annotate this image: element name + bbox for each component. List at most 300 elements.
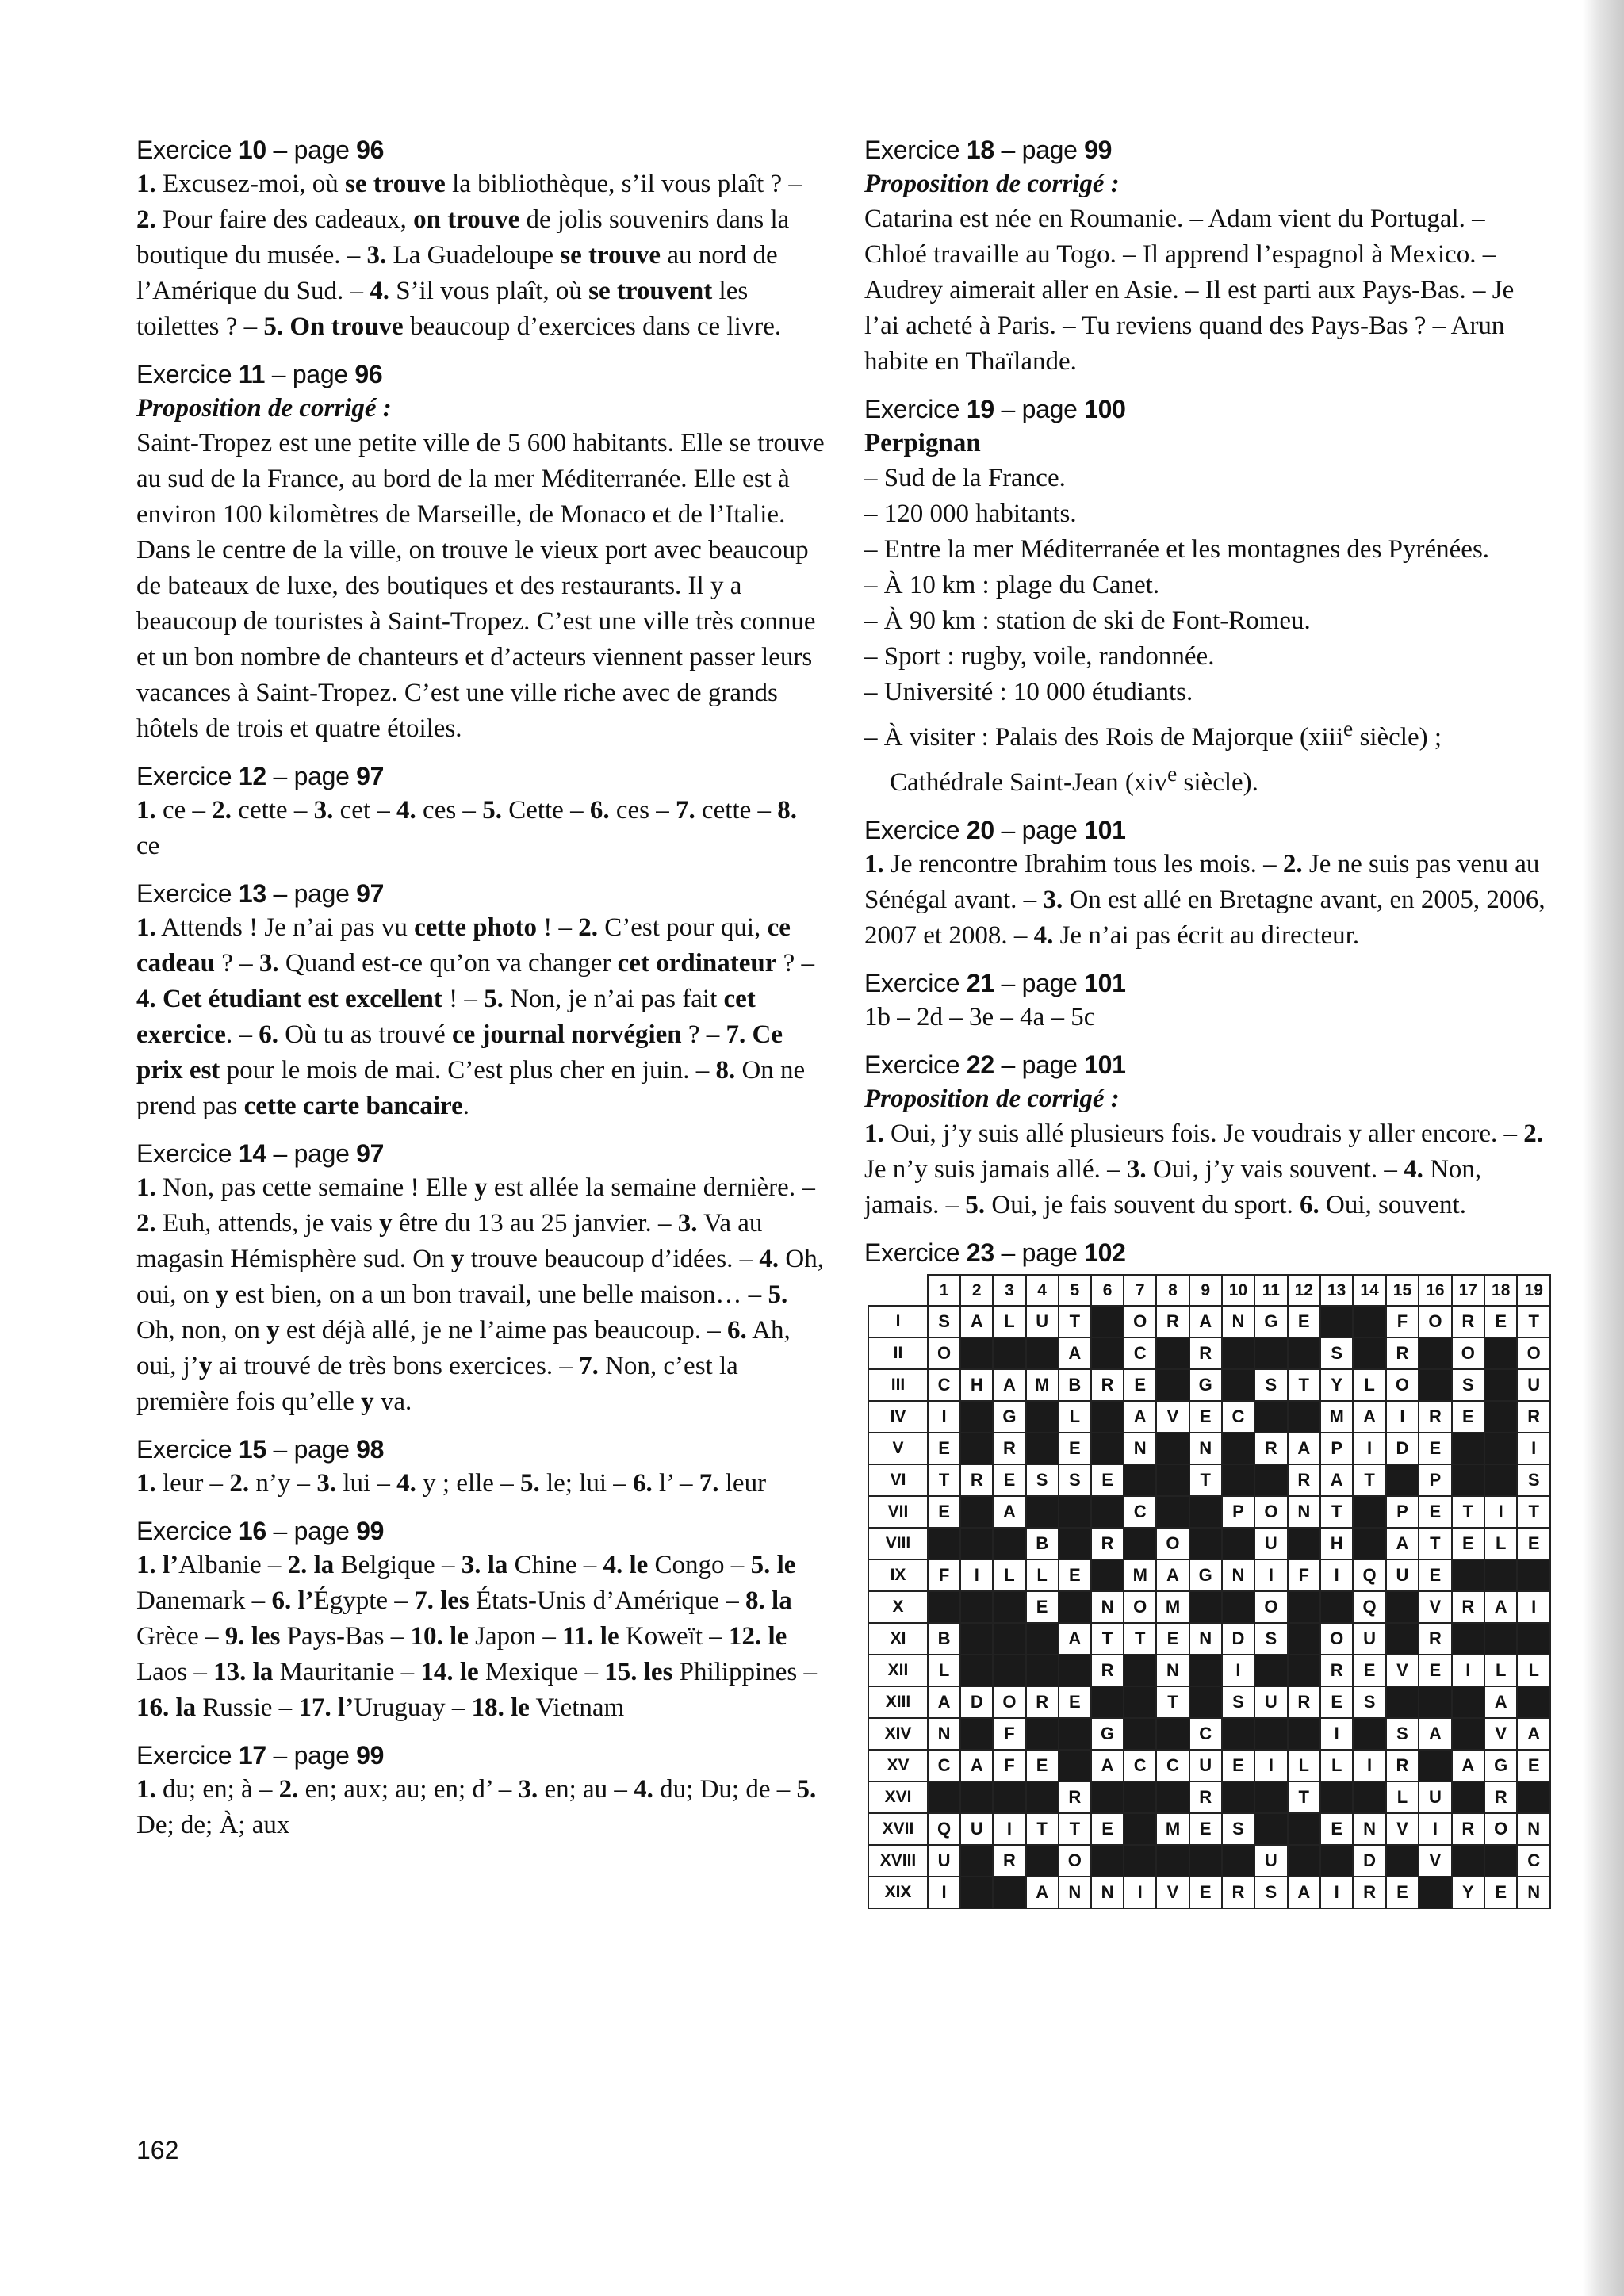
bold-text: on trouve	[413, 205, 520, 234]
letter-cell: A	[960, 1306, 993, 1337]
crossword-row	[868, 1337, 1550, 1369]
exercise-label: Exercice	[136, 1139, 232, 1168]
black-cell	[1059, 1528, 1091, 1559]
black-cell	[1124, 1813, 1156, 1845]
black-cell	[1091, 1401, 1124, 1433]
text-run: Je n’ai pas écrit au directeur.	[1053, 921, 1360, 950]
letter-cell: A	[1484, 1591, 1517, 1623]
letter-cell: R	[1517, 1401, 1550, 1433]
black-cell	[1517, 1781, 1550, 1813]
proposition-heading: Proposition de corrigé :	[864, 1085, 1120, 1113]
letter-cell: A	[1288, 1877, 1320, 1908]
crossword-row	[868, 1433, 1550, 1464]
text-run: Oui, j’y vais souvent. –	[1146, 1155, 1404, 1184]
letter-cell: O	[1517, 1337, 1550, 1369]
list-item: – À 10 km : plage du Canet.	[864, 571, 1160, 599]
letter-cell: G	[1189, 1559, 1222, 1591]
list-item: – Sport : rugby, voile, randonnée.	[864, 642, 1215, 671]
letter-cell: M	[1320, 1401, 1353, 1433]
letter-cell: E	[1091, 1813, 1124, 1845]
text-run: Oui, j’y suis allé plusieurs fois. Je voudrais y aller encore. –	[883, 1119, 1524, 1148]
black-cell	[993, 1877, 1025, 1908]
black-cell	[1254, 1781, 1287, 1813]
text-run: Excusez-moi, où	[155, 170, 346, 198]
letter-cell: I	[928, 1877, 960, 1908]
text-run: Non, jamais. –	[864, 1155, 1482, 1219]
black-cell	[1026, 1655, 1059, 1686]
black-cell	[1222, 1845, 1254, 1877]
letter-cell: L	[1484, 1655, 1517, 1686]
black-cell	[993, 1591, 1025, 1623]
list-item: – À 90 km : station de ski de Font-Romeu.	[864, 607, 1311, 635]
column-number: 4	[1026, 1275, 1059, 1306]
letter-cell: T	[1353, 1464, 1385, 1496]
column-number: 8	[1156, 1275, 1189, 1306]
text-run: Koweït –	[619, 1622, 730, 1651]
black-cell	[1222, 1781, 1254, 1813]
column-number: 7	[1124, 1275, 1156, 1306]
letter-cell: I	[1386, 1401, 1419, 1433]
letter-cell: G	[1091, 1718, 1124, 1750]
answer-text	[136, 910, 826, 1124]
exercise-label: Exercice	[864, 1050, 960, 1079]
bold-text: 3.	[313, 796, 334, 825]
exercise-16	[136, 1514, 826, 1726]
letter-cell: N	[1189, 1433, 1222, 1464]
answer-text	[136, 166, 826, 345]
heading-separator: – page	[266, 136, 357, 164]
bold-text: 4.	[1404, 1155, 1423, 1184]
letter-cell: A	[1059, 1623, 1091, 1655]
column-number: 12	[1288, 1275, 1320, 1306]
bold-text: 14. le	[420, 1658, 479, 1686]
letter-cell: R	[1452, 1813, 1484, 1845]
letter-cell: B	[928, 1623, 960, 1655]
bold-text: cet ordinateur	[617, 949, 777, 978]
letter-cell: F	[1288, 1559, 1320, 1591]
letter-cell: A	[1484, 1686, 1517, 1718]
black-cell	[1222, 1464, 1254, 1496]
page-reference: 97	[356, 879, 385, 908]
letter-cell: A	[1288, 1433, 1320, 1464]
letter-cell: A	[1517, 1718, 1550, 1750]
letter-cell: A	[1189, 1306, 1222, 1337]
bold-text: 5.	[796, 1775, 817, 1804]
text-run: ? –	[215, 949, 259, 978]
column-number: 17	[1452, 1275, 1484, 1306]
letter-cell: B	[1026, 1528, 1059, 1559]
letter-cell: R	[1189, 1337, 1222, 1369]
exercise-label: Exercice	[136, 1517, 232, 1545]
black-cell	[1452, 1686, 1484, 1718]
black-cell	[1484, 1464, 1517, 1496]
bold-text: 5.	[484, 985, 504, 1013]
letter-cell: T	[928, 1464, 960, 1496]
text-run: On est allé en Bretagne avant, en 2005, 2006, 2007 et 2008. –	[864, 886, 1545, 950]
letter-cell: N	[1288, 1496, 1320, 1528]
bold-text: 8. la	[745, 1586, 792, 1615]
letter-cell: E	[1059, 1433, 1091, 1464]
black-cell	[1386, 1464, 1419, 1496]
exercise-number: 23	[966, 1238, 994, 1267]
bold-text: 5.	[965, 1191, 986, 1219]
black-cell	[1156, 1845, 1189, 1877]
heading-separator: – page	[994, 395, 1085, 423]
letter-cell: E	[1091, 1464, 1124, 1496]
column-number: 1	[928, 1275, 960, 1306]
bold-text: 5. le	[750, 1551, 796, 1579]
bold-text: 7.	[579, 1352, 599, 1380]
bold-text: 3. la	[461, 1551, 508, 1579]
row-numeral: I	[868, 1306, 928, 1337]
exercise-label: Exercice	[864, 969, 960, 997]
black-cell	[1288, 1528, 1320, 1559]
black-cell	[1156, 1781, 1189, 1813]
letter-cell: I	[1353, 1433, 1385, 1464]
exercise-label: Exercice	[136, 762, 232, 790]
text-run: Albanie –	[178, 1551, 288, 1579]
text-run: en; au –	[538, 1775, 634, 1804]
bold-text: 4.	[396, 796, 416, 825]
text-run: Danemark –	[136, 1586, 272, 1615]
bold-text: y	[215, 1280, 229, 1309]
text-run: La Guadeloupe	[386, 241, 561, 270]
exercise-10	[136, 133, 826, 345]
heading-separator: – page	[265, 360, 355, 388]
row-numeral: IV	[868, 1401, 928, 1433]
exercise-heading	[136, 1137, 826, 1170]
black-cell	[1353, 1496, 1385, 1528]
letter-cell: S	[1353, 1686, 1385, 1718]
letter-cell: L	[928, 1655, 960, 1686]
letter-cell: I	[1320, 1559, 1353, 1591]
answer-text	[136, 1170, 826, 1420]
bold-text: 4.	[634, 1775, 653, 1804]
letter-cell: Q	[1353, 1559, 1385, 1591]
text-run: Non, c’est la première fois qu’elle	[136, 1352, 738, 1416]
exercise-number: 20	[966, 816, 994, 844]
black-cell	[960, 1591, 993, 1623]
bold-text: 6.	[1300, 1191, 1320, 1219]
letter-cell: L	[1484, 1528, 1517, 1559]
black-cell	[1386, 1845, 1419, 1877]
bold-text: 2.	[212, 796, 232, 825]
heading-separator: – page	[994, 136, 1085, 164]
black-cell	[1124, 1845, 1156, 1877]
black-cell	[960, 1528, 993, 1559]
letter-cell: Y	[1320, 1369, 1353, 1401]
text-run: On ne prend pas	[136, 1056, 806, 1120]
letter-cell: R	[1288, 1464, 1320, 1496]
letter-cell: E	[1026, 1750, 1059, 1781]
bold-text: 2.	[1523, 1119, 1543, 1148]
visit-text: – À visiter : Palais des Rois de Majorque (	[864, 723, 1309, 752]
text-run: Congo –	[648, 1551, 751, 1579]
letter-cell: E	[1419, 1496, 1451, 1528]
letter-cell: L	[1288, 1750, 1320, 1781]
letter-cell: M	[1156, 1591, 1189, 1623]
bold-text: 6.	[727, 1316, 747, 1345]
letter-cell: D	[960, 1686, 993, 1718]
letter-cell: R	[1452, 1306, 1484, 1337]
crossword-row	[868, 1686, 1550, 1718]
letter-cell: U	[1254, 1528, 1287, 1559]
letter-cell: T	[1059, 1813, 1091, 1845]
text-run: cette –	[232, 796, 314, 825]
list-item: – Sud de la France.	[864, 464, 1066, 492]
page-reference: 96	[356, 136, 385, 164]
bold-text: 7.	[699, 1469, 719, 1498]
column-number: 19	[1517, 1275, 1550, 1306]
black-cell	[960, 1781, 993, 1813]
bold-text: y	[266, 1316, 280, 1345]
letter-cell: V	[1156, 1401, 1189, 1433]
text-run: lui –	[336, 1469, 397, 1498]
exercise-number: 16	[238, 1517, 266, 1545]
exercise-label: Exercice	[136, 136, 232, 164]
text-run: États-Unis d’Amérique –	[469, 1586, 746, 1615]
text-run: De; de; À; aux	[136, 1811, 290, 1839]
page-reference: 96	[354, 360, 383, 388]
text-run: Russie –	[196, 1693, 299, 1722]
black-cell	[1353, 1306, 1385, 1337]
exercise-number: 15	[238, 1435, 266, 1464]
black-cell	[1059, 1591, 1091, 1623]
letter-cell: R	[1386, 1750, 1419, 1781]
exercise-number: 22	[966, 1050, 994, 1079]
black-cell	[1288, 1845, 1320, 1877]
bold-text: y	[198, 1352, 213, 1380]
exercise-number: 17	[238, 1741, 266, 1770]
letter-cell: T	[1288, 1369, 1320, 1401]
page-reference: 97	[356, 762, 385, 790]
answer-text	[864, 1116, 1551, 1223]
list-item: – 120 000 habitants.	[864, 499, 1077, 528]
black-cell	[960, 1845, 993, 1877]
letter-cell: U	[1026, 1306, 1059, 1337]
letter-cell: C	[928, 1750, 960, 1781]
text-run: Vietnam	[529, 1693, 625, 1722]
letter-cell: O	[1386, 1369, 1419, 1401]
grid-corner	[868, 1275, 928, 1306]
black-cell	[993, 1528, 1025, 1559]
letter-cell: A	[1124, 1401, 1156, 1433]
bold-text: 6.	[589, 796, 610, 825]
bold-text: 16. la	[136, 1693, 197, 1722]
letter-cell: C	[1124, 1337, 1156, 1369]
bold-text: 1. l’	[136, 1551, 179, 1579]
bold-text: 1.	[136, 1775, 156, 1804]
text-run: Je n’y suis jamais allé. –	[864, 1155, 1127, 1184]
text-run: de jolis souvenirs dans la boutique du musée. –	[136, 205, 790, 270]
black-cell	[993, 1781, 1025, 1813]
black-cell	[1484, 1401, 1517, 1433]
letter-cell: E	[1288, 1306, 1320, 1337]
column-number: 18	[1484, 1275, 1517, 1306]
crossword-row	[868, 1655, 1550, 1686]
black-cell	[1091, 1845, 1124, 1877]
letter-cell: E	[1189, 1877, 1222, 1908]
text-run: Quand est-ce qu’on va changer	[278, 949, 618, 978]
text-run: y ; elle –	[416, 1469, 520, 1498]
bold-text: cette photo	[414, 913, 537, 942]
answer-text	[864, 847, 1551, 954]
text-run: Oui, souvent.	[1319, 1191, 1466, 1219]
letter-cell: T	[1156, 1686, 1189, 1718]
black-cell	[1156, 1496, 1189, 1528]
black-cell	[1091, 1686, 1124, 1718]
letter-cell: I	[1254, 1750, 1287, 1781]
letter-cell: U	[1386, 1559, 1419, 1591]
text-run: . –	[225, 1020, 259, 1049]
row-numeral: IX	[868, 1559, 928, 1591]
exercise-heading	[136, 133, 826, 166]
column-number: 14	[1353, 1275, 1385, 1306]
letter-cell: O	[1320, 1623, 1353, 1655]
text-run: ? –	[681, 1020, 726, 1049]
bold-text: 2.	[136, 205, 156, 234]
text-run: Non, pas cette semaine ! Elle	[155, 1173, 475, 1202]
bold-text: 4.	[759, 1245, 779, 1273]
letter-cell: S	[1386, 1718, 1419, 1750]
letter-cell: D	[1386, 1433, 1419, 1464]
bold-text: 5.	[482, 796, 502, 825]
crossword-row	[868, 1813, 1550, 1845]
heading-separator: – page	[266, 1435, 357, 1464]
letter-cell: I	[1222, 1655, 1254, 1686]
letter-cell: E	[1353, 1655, 1385, 1686]
crossword-row	[868, 1845, 1550, 1877]
letter-cell: O	[1254, 1496, 1287, 1528]
letter-cell: I	[1353, 1750, 1385, 1781]
letter-cell: C	[1189, 1718, 1222, 1750]
letter-cell: E	[1059, 1686, 1091, 1718]
black-cell	[1288, 1623, 1320, 1655]
letter-cell: D	[1222, 1623, 1254, 1655]
letter-cell: P	[1419, 1464, 1451, 1496]
black-cell	[1091, 1433, 1124, 1464]
text-run: Oh, oui, on	[136, 1245, 824, 1309]
bold-text: 1.	[864, 850, 884, 878]
letter-cell: I	[1320, 1877, 1353, 1908]
page-reference: 99	[1084, 136, 1113, 164]
letter-cell: O	[1452, 1337, 1484, 1369]
text-run: Japon –	[468, 1622, 563, 1651]
bold-text: 1.	[136, 913, 156, 942]
letter-cell: R	[993, 1845, 1025, 1877]
letter-cell: R	[1320, 1655, 1353, 1686]
letter-cell: V	[1419, 1591, 1451, 1623]
exercise-number: 10	[238, 136, 266, 164]
black-cell	[1222, 1433, 1254, 1464]
row-numeral: XIV	[868, 1718, 928, 1750]
century-numeral: xiv	[1133, 768, 1168, 797]
bold-text: 10. le	[410, 1622, 469, 1651]
list-item-visit	[864, 710, 1551, 801]
text-run: en; aux; au; en; d’ –	[298, 1775, 519, 1804]
black-cell	[1386, 1591, 1419, 1623]
heading-separator: – page	[994, 816, 1085, 844]
text-run: est allée la semaine dernière. –	[487, 1173, 815, 1202]
crossword-row	[868, 1718, 1550, 1750]
letter-cell: T	[1026, 1813, 1059, 1845]
letter-cell: C	[1156, 1750, 1189, 1781]
letter-cell: T	[1517, 1496, 1550, 1528]
letter-cell: L	[1320, 1750, 1353, 1781]
letter-cell: T	[1517, 1306, 1550, 1337]
text-run: Chine –	[508, 1551, 603, 1579]
text-run: cette –	[695, 796, 778, 825]
letter-cell: B	[1059, 1369, 1091, 1401]
bold-text: 17. l’	[298, 1693, 354, 1722]
letter-cell: U	[1189, 1750, 1222, 1781]
black-cell	[1059, 1496, 1091, 1528]
heading-separator: – page	[266, 1517, 357, 1545]
answer-text	[136, 1466, 826, 1502]
heading-separator: – page	[266, 879, 357, 908]
black-cell	[960, 1496, 993, 1528]
black-cell	[1484, 1337, 1517, 1369]
letter-cell: O	[1059, 1845, 1091, 1877]
bold-text: 3.	[316, 1469, 337, 1498]
column-number: 6	[1091, 1275, 1124, 1306]
black-cell	[1189, 1655, 1222, 1686]
letter-cell: C	[1124, 1496, 1156, 1528]
answer-text	[136, 1548, 826, 1726]
exercise-number: 12	[238, 762, 266, 790]
bold-text: 4.	[396, 1469, 416, 1498]
black-cell	[1091, 1337, 1124, 1369]
letter-cell: P	[1386, 1496, 1419, 1528]
black-cell	[1419, 1750, 1451, 1781]
letter-cell: O	[1124, 1591, 1156, 1623]
heading-separator: – page	[266, 762, 357, 790]
letter-cell: C	[1124, 1750, 1156, 1781]
black-cell	[1091, 1559, 1124, 1591]
letter-cell: V	[1484, 1718, 1517, 1750]
bold-text: 8.	[777, 796, 798, 825]
letter-cell: Q	[928, 1813, 960, 1845]
letter-cell: E	[1484, 1306, 1517, 1337]
left-column	[136, 133, 826, 1856]
black-cell	[1288, 1337, 1320, 1369]
letter-cell: L	[1026, 1559, 1059, 1591]
black-cell	[1156, 1433, 1189, 1464]
letter-cell: V	[1386, 1655, 1419, 1686]
letter-cell: N	[1517, 1877, 1550, 1908]
crossword-row	[868, 1401, 1550, 1433]
exercise-11	[136, 358, 826, 747]
crossword-row	[868, 1306, 1550, 1337]
letter-cell: R	[1156, 1306, 1189, 1337]
black-cell	[1059, 1655, 1091, 1686]
bold-text: 6.	[633, 1469, 653, 1498]
text-run: l’ –	[652, 1469, 699, 1498]
black-cell	[1288, 1401, 1320, 1433]
letter-cell: R	[1288, 1686, 1320, 1718]
black-cell	[1222, 1369, 1254, 1401]
letter-cell: G	[1189, 1369, 1222, 1401]
letter-cell: O	[1419, 1306, 1451, 1337]
row-numeral: VI	[868, 1464, 928, 1496]
letter-cell: S	[928, 1306, 960, 1337]
black-cell	[1484, 1623, 1517, 1655]
black-cell	[1189, 1686, 1222, 1718]
row-numeral: XI	[868, 1623, 928, 1655]
letter-cell: O	[993, 1686, 1025, 1718]
exercise-13	[136, 877, 826, 1124]
letter-cell: N	[1091, 1877, 1124, 1908]
